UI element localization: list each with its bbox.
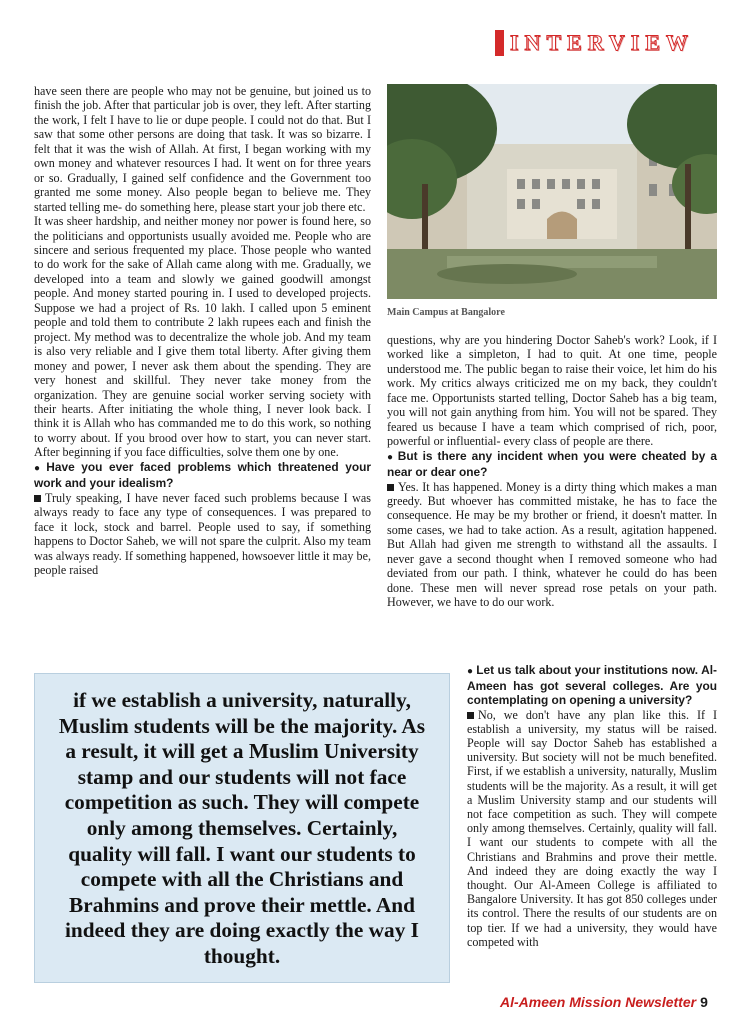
campus-photo [387,84,717,299]
bullet-circle-icon: ● [467,666,474,677]
interview-question [387,449,717,480]
section-label: INTERVIEW [510,30,695,55]
answer-text: Yes. It has happened. Money is a dirty thing which makes a man greedy. But whoever has committed mistake, he has to face the consequence. He may be my brother or friend, it doesn't matter. In some cases, we had to take action. As a result, agitation happened. But Allah had given me strength to withstand all the assaults. I never gave a second thought when I removed someone who had deviated from our path. I think, whatever he could do has been done. These men will never spread rose petals on your path. However, we have to do our work. [387,479,717,610]
paragraph: questions, why are you hindering Doctor Saheb's work? Look, if I worked like a simpleton, I had to quit. At one time, people understood me. The public began to raise their voice, let him do his work. My critics always criticized me on my back, they couldn't face me. Opportunists started telling, Doctor Saheb has a big team, you will not gain anything from him. You will not be spared. They feared us because I have a team which comprised of rich, poor, powerful or influential- every class of people are there. [387,333,717,449]
section-accent-bar [495,30,504,56]
square-icon [467,712,474,719]
right-column-top [387,333,717,610]
section-header [495,30,694,56]
paragraph: have seen there are people who may not be genuine, but joined us to finish the job. After that particular job is over, they left. After starting the work, I felt I have to lie or dupe people. I could not do that. But I saw that some other persons are doing that task. It was so bizarre. I felt that it was the wish of Allah. At first, I began working with my own money and whatever resources I had. It went on for three years or so. Gradually, I gained self confidence and the Government too granted me some money. Also people began to believe me. They started telling me- do something here, please start your job there etc. [34,84,371,214]
photo-caption: Main Campus at Bangalore [387,299,717,329]
interview-answer [387,480,717,610]
bullet-circle-icon: ● [34,462,44,474]
pull-quote: if we establish a university, naturally, Muslim students will be the majority. As a result, it will get a Muslim University stamp and our students will not face competition as such. They will compete only among themselves. Certainly, quality will fall. I want our students to compete with all the Christians and Brahmins and prove their mettle. And indeed they are doing exactly the way I thought. [34,673,450,983]
square-icon [34,495,41,502]
interview-question [34,460,371,491]
publication-name: Al-Ameen Mission Newsletter [500,994,697,1010]
question-text: Let us talk about your institutions now. Al-Ameen has got several colleges. Are you contemplating on opening a university? [467,663,717,708]
page-number: 9 [700,994,708,1010]
left-column [34,84,371,577]
bullet-circle-icon: ● [387,451,395,463]
paragraph: It was sheer hardship, and neither money nor power is found here, so the politicians and opportunists usually avoided me. People who are sincere and serious frequented my place. Those people who wanted to do work for the sake of Allah came along with me. Gradually, we developed into a team and slowly we gained goodwill amongst people. And money started pouring in. I used to developed projects. Suppose we had a project of Rs. 10 lakh. I called upon 5 eminent people and told them to contribute 2 lakh rupees each and finish the project. My method was to decentralize the whole job. And my team is also very reliable and I give them total liberty. After giving them money and power, I never ask them about the spending. They are very honest and skillful. They never take money from the organization. They are genuine social worker serving society with their hearts. After initiating the whole thing, I never look back. I think it is Allah who has commanded me to do this work, so nothing to worry about. If you brood over how to start, you can never start. After beginning if you face difficulties, solve them one by one. [34,214,371,460]
answer-text: No, we don't have any plan like this. If I establish a university, my status will be raised. People will say Doctor Saheb has established a university. But society will not be much benefited. First, if we establish a university, naturally, Muslim students will be the majority. As a result, it will get a Muslim University stamp and our students will not face competition as such. They will compete only among themselves. Certainly, quality will fall. I want our students to compete with all the Christians and Brahmins and prove their mettle. And indeed they are doing exactly the way I thought. Our Al-Ameen College is affiliated to Bangalore University. It has got 850 colleges under its control. There the results of our students are on top tier. If we had a university, they would have competed with [467,707,717,949]
question-text: But is there any incident when you were cheated by a near or dear one? [387,448,717,480]
interview-answer [467,708,717,949]
page-footer [500,994,708,1010]
right-column-bottom [467,663,717,949]
square-icon [387,484,394,491]
question-text: Have you ever faced problems which threatened your work and your idealism? [34,459,371,491]
interview-answer [34,491,371,578]
campus-illustration [387,84,717,299]
answer-text: Truly speaking, I have never faced such problems because I was always ready to face any type of consequences. I was prepared to face it lock, stock and barrel. People used to say, if something happens to Doctor Saheb, we will not spare the culprit. Also my team was always ready. If something happened, howsoever little it may be, people raised [34,490,371,577]
interview-question [467,663,717,708]
